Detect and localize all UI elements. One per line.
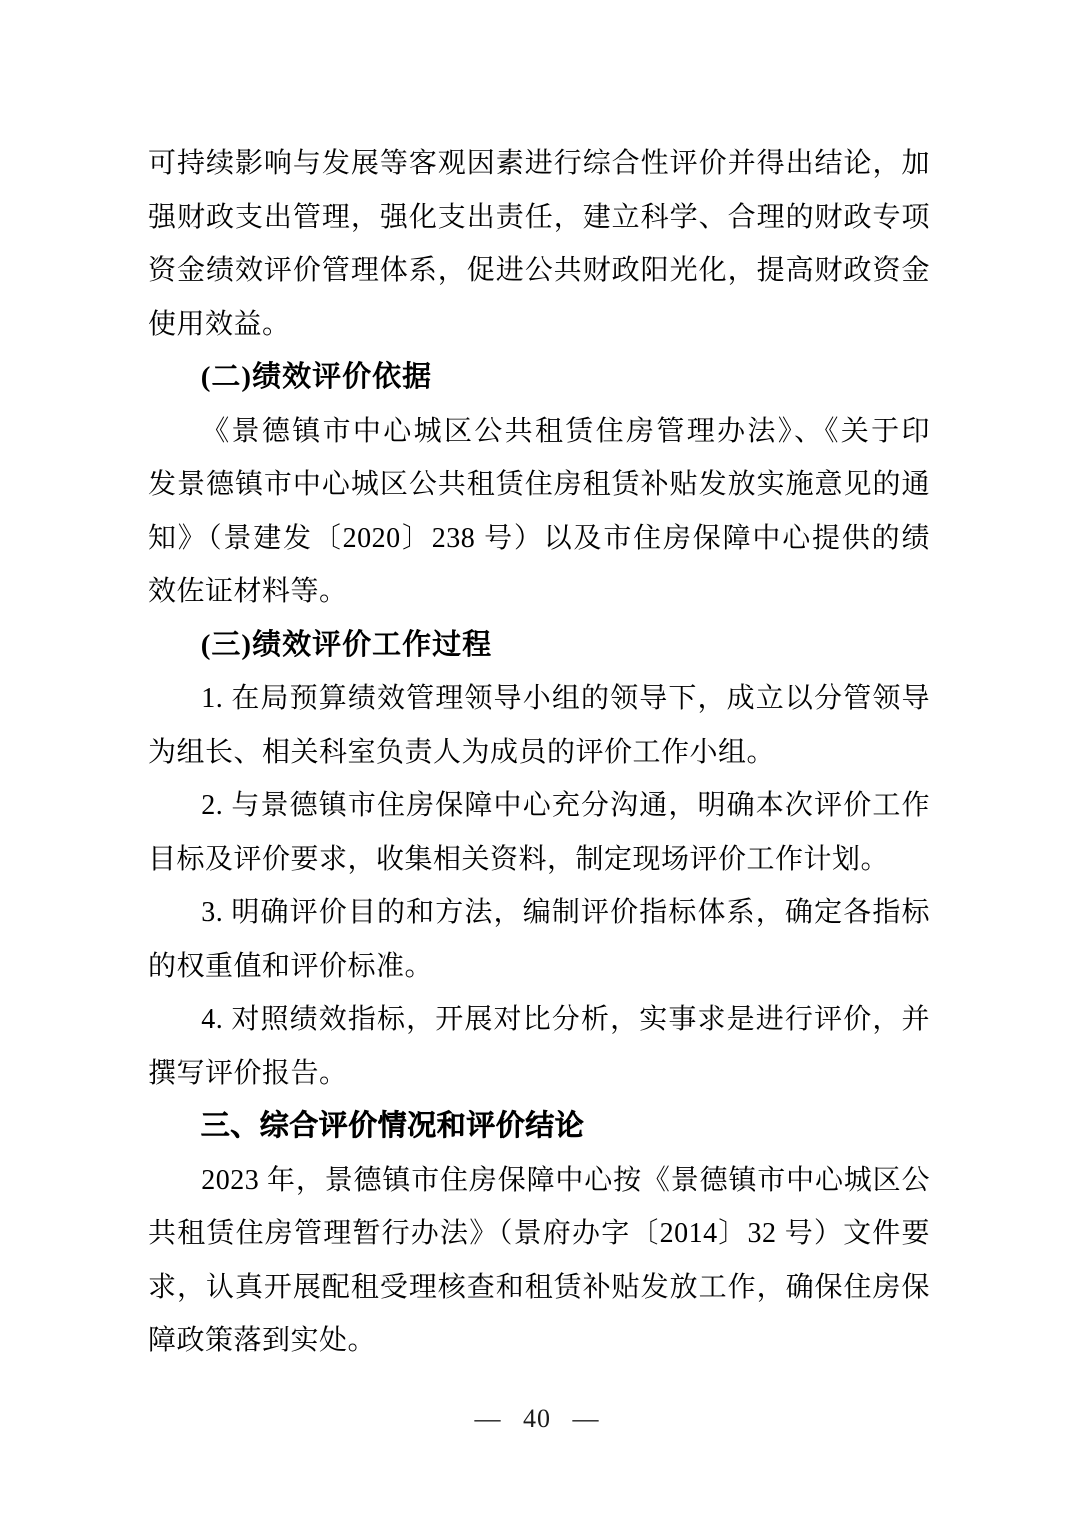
- document-content: [148, 137, 930, 1368]
- text-line: 障政策落到实处。: [148, 1325, 377, 1356]
- text-line: 共租赁住房管理暂行办法》（景府办字〔2014〕32 号）文件要: [148, 1218, 930, 1249]
- text-line: 知》（景建发〔2020〕238 号）以及市住房保障中心提供的绩: [148, 522, 930, 554]
- text-line: 效佐证材料等。: [148, 576, 348, 607]
- text-line: 4. 对照绩效指标，开展对比分析，实事求是进行评价，并: [201, 1004, 930, 1035]
- text-line: 2. 与景德镇市住房保障中心充分沟通，明确本次评价工作: [201, 790, 930, 821]
- section-heading-work-process: (三)绩效评价工作过程: [200, 628, 493, 661]
- text-line: 撰写评价报告。: [148, 1057, 348, 1089]
- text-line: 资金绩效评价管理体系，促进公共财政阳光化，提高财政资金: [148, 255, 930, 286]
- text-line: 的权重值和评价标准。: [148, 950, 434, 982]
- section-heading-evaluation-basis: (二)绩效评价依据: [200, 361, 433, 393]
- text-line: 求，认真开展配租受理核查和租赁补贴发放工作，确保住房保: [148, 1271, 930, 1303]
- page-number: — 40 —: [474, 1404, 600, 1433]
- text-line: 3. 明确评价目的和方法，编制评价指标体系，确定各指标: [201, 897, 930, 928]
- text-line: 可持续影响与发展等客观因素进行综合性评价并得出结论，加: [148, 148, 930, 179]
- text-line: 强财政支出管理，强化支出责任，建立科学、合理的财政专项: [148, 201, 930, 233]
- text-line: 使用效益。: [148, 308, 291, 340]
- text-line: 1. 在局预算绩效管理领导小组的领导下，成立以分管领导: [201, 683, 930, 714]
- text-line: 为组长、相关科室负责人为成员的评价工作小组。: [148, 736, 776, 768]
- section-heading-comprehensive-conclusion: 三、综合评价情况和评价结论: [200, 1110, 585, 1142]
- text-line: 《景德镇市中心城区公共租赁住房管理办法》、《关于印: [201, 415, 930, 447]
- text-line: 2023 年，景德镇市住房保障中心按《景德镇市中心城区公: [201, 1164, 930, 1196]
- text-line: 发景德镇市中心城区公共租赁住房租赁补贴发放实施意见的通: [148, 469, 930, 500]
- text-line: 目标及评价要求，收集相关资料，制定现场评价工作计划。: [148, 843, 890, 875]
